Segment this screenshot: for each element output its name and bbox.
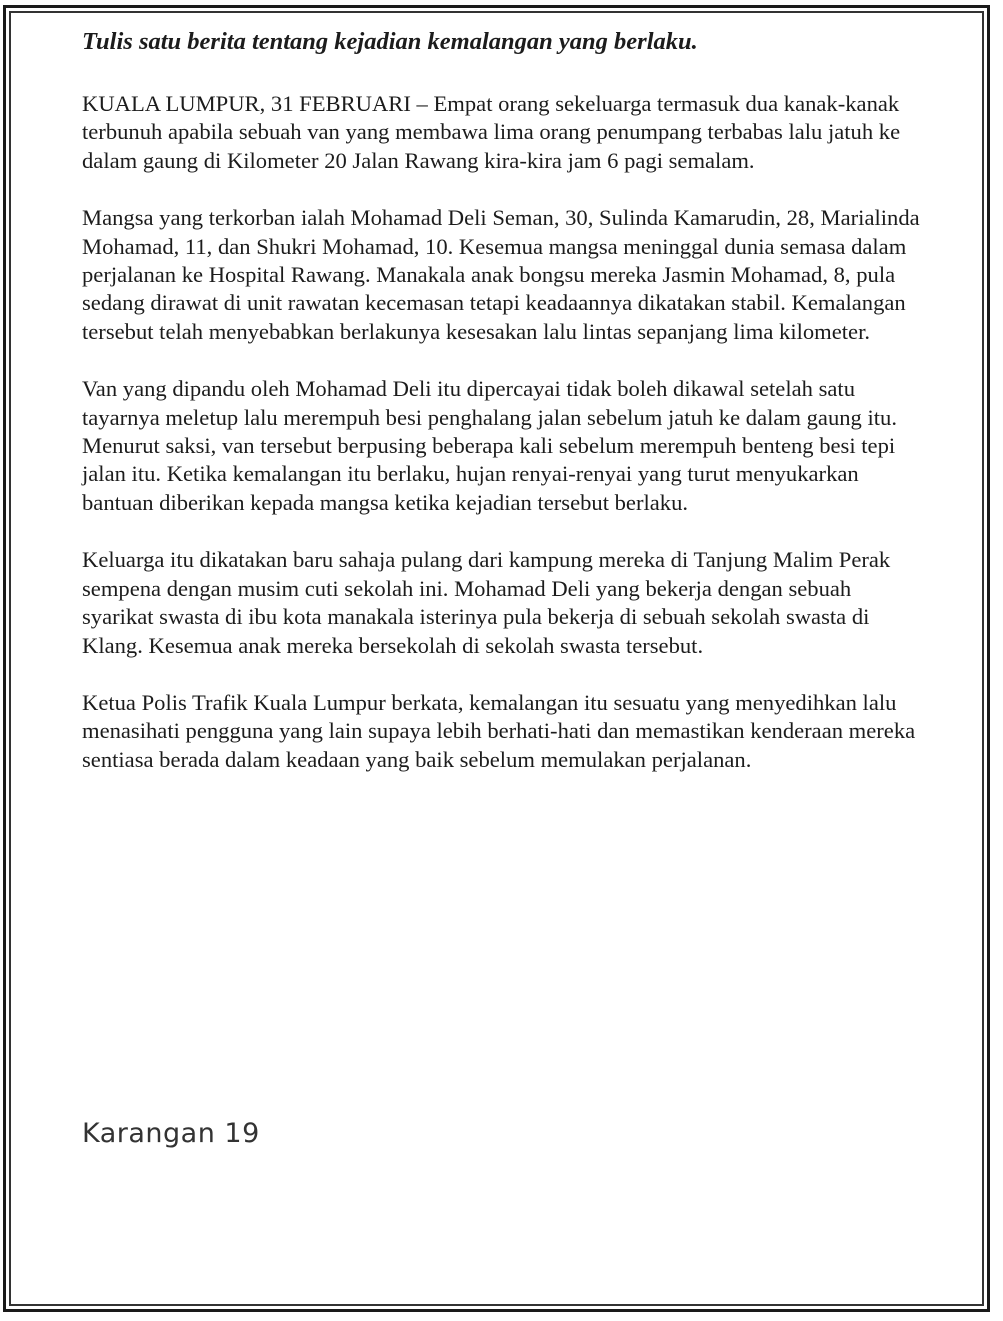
paragraph-victims: Mangsa yang terkorban ialah Mohamad Deli Seman, 30, Sulinda Kamarudin, 28, Marialinda Mohamad, 11, dan Shukri Mohamad, 10. Kesemua mangsa meninggal dunia semasa dalam perjalanan ke Hospital Rawang. Manakala anak bongsu mereka Jasmin Mohamad, 8, pula sedang dirawat di unit rawatan kecemasan tetapi keadaannya dikatakan stabil. Kemalangan tersebut telah menyebabkan berlakunya kesesakan lalu lintas sepanjang lima kilometer.: [82, 205, 920, 344]
paragraph-police-statement: Ketua Polis Trafik Kuala Lumpur berkata, kemalangan itu sesuatu yang menyedihkan lalu menasihati pengguna yang lain supaya lebih berhati-hati dan memastikan kenderaan mereka sentiasa berada dalam keadaan yang baik sebelum memulakan perjalanan.: [82, 689, 916, 772]
paragraph-family: Keluarga itu dikatakan baru sahaja pulang dari kampung mereka di Tanjung Malim Perak sempena dengan musim cuti sekolah ini. Mohamad Deli yang bekerja dengan sebuah syarikat swasta di ibu kota manakala isterinya pula bekerja di sebuah sekolah swasta di Klang. Kesemua anak mereka bersekolah di sekolah swasta tersebut.: [82, 547, 891, 658]
paragraph-cause: Van yang dipandu oleh Mohamad Deli itu dipercayai tidak boleh dikawal setelah satu tayarnya meletup lalu merempuh besi penghalang jalan sebelum jatuh ke dalam gaung itu. Menurut saksi, van tersebut berpusing beberapa kali sebelum merempuh benteng besi tepi jalan itu. Ketika kemalangan itu berlaku, hujan renyai-renyai yang turut menyukarkan bantuan diberikan kepada mangsa ketika kejadian tersebut berlaku.: [82, 376, 897, 515]
essay-title: Tulis satu berita tentang kejadian kemalangan yang berlaku.: [82, 28, 698, 55]
essay-number-label: Karangan 19: [82, 1118, 260, 1149]
paragraph-lead: KUALA LUMPUR, 31 FEBRUARI – Empat orang sekeluarga termasuk dua kanak-kanak terbunuh apabila sebuah van yang membawa lima orang penumpang terbabas lalu jatuh ke dalam gaung di Kilometer 20 Jalan Rawang kira-kira jam 6 pagi semalam.: [82, 91, 901, 173]
essay-body: [82, 24, 922, 803]
